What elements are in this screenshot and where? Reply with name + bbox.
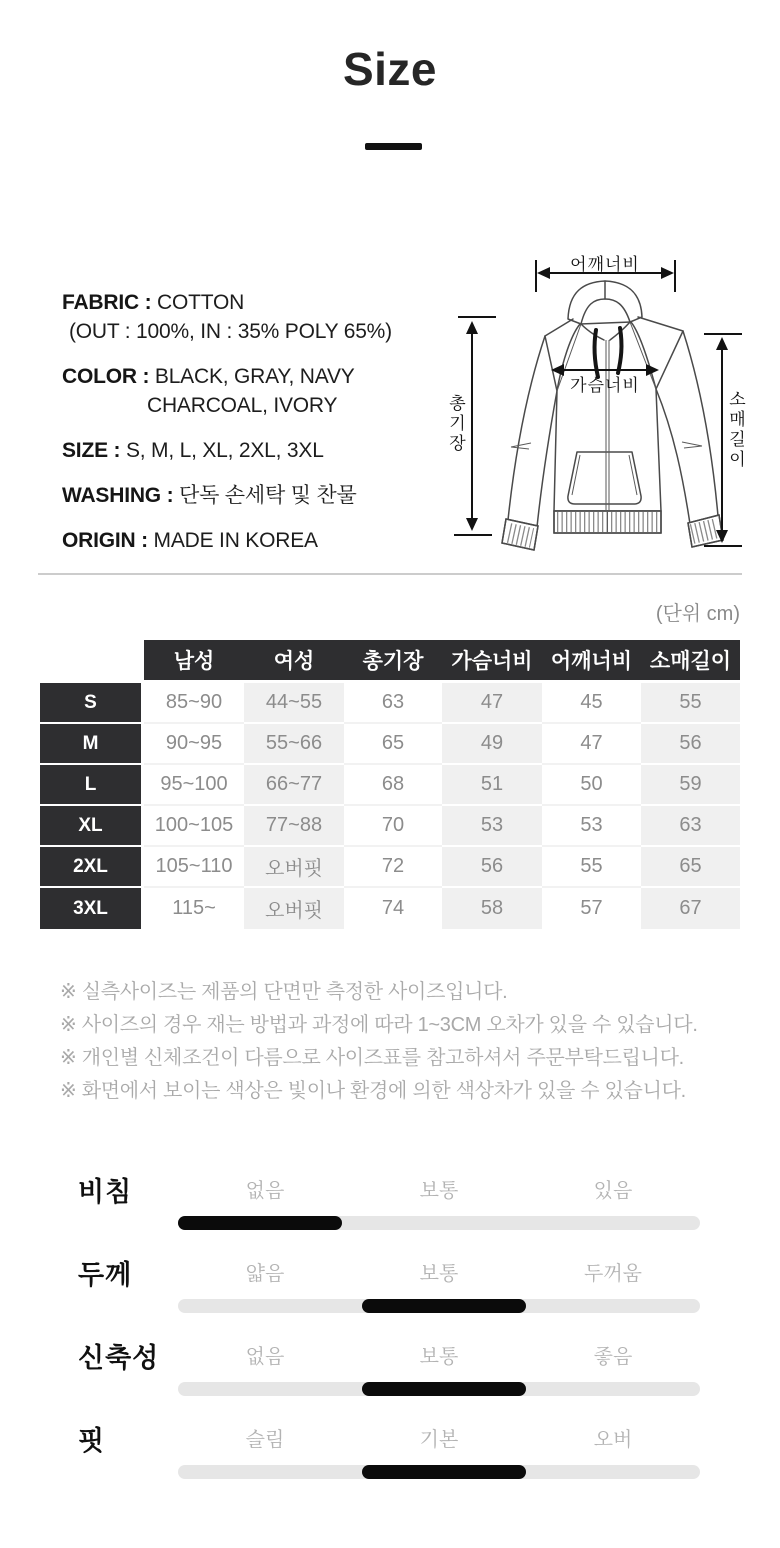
- table-row: [40, 847, 740, 888]
- column-header: 소매길이: [641, 640, 740, 683]
- column-header: 가슴너비: [442, 640, 542, 683]
- title-underline: [365, 143, 422, 150]
- attr-option: 오버: [593, 1429, 633, 1451]
- size-cell: 56: [641, 724, 740, 765]
- column-header: 여성: [244, 640, 344, 683]
- attr-row-fit: [0, 1413, 780, 1496]
- size-notes: [60, 976, 698, 1108]
- attr-option: 보통: [419, 1180, 459, 1202]
- table-row: [40, 724, 740, 765]
- size-cell: 오버핏: [244, 847, 344, 888]
- attr-option: 두꺼움: [584, 1263, 642, 1285]
- section-divider: [38, 573, 742, 575]
- size-cell: 53: [442, 806, 542, 847]
- page-title: Size: [342, 43, 438, 95]
- attr-row-sheerness: [0, 1164, 780, 1247]
- column-header: 어깨너비: [542, 640, 641, 683]
- attr-label: 신축성: [78, 1343, 160, 1373]
- row-size-label: 3XL: [40, 888, 144, 929]
- size-cell: 47: [442, 683, 542, 724]
- size-cell: 65: [344, 724, 442, 765]
- attr-scale-track: [178, 1299, 700, 1313]
- size-cell: 115~: [144, 888, 244, 929]
- column-header: 총기장: [344, 640, 442, 683]
- chest-width-label: 가슴너비: [570, 376, 640, 395]
- spec-fabric: [62, 288, 442, 346]
- size-cell: 55: [641, 683, 740, 724]
- attr-option: 기본: [419, 1429, 459, 1451]
- size-cell: 74: [344, 888, 442, 929]
- size-cell: 70: [344, 806, 442, 847]
- attr-label: 핏: [78, 1426, 106, 1456]
- table-row: [40, 683, 740, 724]
- size-cell: 50: [542, 765, 641, 806]
- size-cell: 53: [542, 806, 641, 847]
- attr-option: 없음: [245, 1180, 285, 1202]
- size-cell: 85~90: [144, 683, 244, 724]
- size-cell: 44~55: [244, 683, 344, 724]
- jacket-pocket: [568, 452, 641, 504]
- size-cell: 56: [442, 847, 542, 888]
- note-line: ※ 화면에서 보이는 색상은 빛이나 환경에 의한 색상차가 있을 수 있습니다.: [60, 1080, 686, 1102]
- size-cell: 63: [344, 683, 442, 724]
- total-length-label: 총기장: [446, 394, 465, 454]
- attr-scale-track: [178, 1382, 700, 1396]
- size-cell: 55~66: [244, 724, 344, 765]
- attr-option: 좋음: [593, 1346, 633, 1368]
- row-size-label: XL: [40, 806, 144, 847]
- garment-diagram: [430, 240, 750, 570]
- row-size-label: 2XL: [40, 847, 144, 888]
- attr-row-stretch: [0, 1330, 780, 1413]
- spec-washing: [62, 481, 442, 510]
- spec-color-label: COLOR :: [62, 365, 155, 388]
- size-cell: 49: [442, 724, 542, 765]
- attr-label: 비침: [78, 1177, 133, 1207]
- spec-color-value: BLACK, GRAY, NAVY: [154, 365, 355, 388]
- size-cell: 59: [641, 765, 740, 806]
- attr-scale-fill: [362, 1382, 526, 1396]
- attr-scale-fill: [362, 1299, 526, 1313]
- spec-color-value2: CHARCOAL, IVORY: [147, 394, 338, 417]
- size-table: [40, 640, 740, 929]
- row-size-label: S: [40, 683, 144, 724]
- sleeve-length-label: 소매길이: [726, 390, 745, 470]
- size-table-header-row: [40, 640, 740, 683]
- size-cell: 72: [344, 847, 442, 888]
- spec-color: [62, 362, 442, 420]
- size-cell: 105~110: [144, 847, 244, 888]
- spec-origin-label: ORIGIN :: [62, 529, 154, 552]
- size-cell: 45: [542, 683, 641, 724]
- spec-fabric-detail: (OUT : 100%, IN : 35% POLY 65%): [69, 320, 392, 343]
- shoulder-width-label: 어깨너비: [570, 255, 640, 274]
- table-row: [40, 765, 740, 806]
- table-row: [40, 806, 740, 847]
- size-cell: 58: [442, 888, 542, 929]
- size-cell: 57: [542, 888, 641, 929]
- size-cell: 67: [641, 888, 740, 929]
- column-header: 남성: [144, 640, 244, 683]
- attr-options: [178, 1174, 700, 1203]
- attr-row-thickness: [0, 1247, 780, 1330]
- attr-option: 보통: [419, 1346, 459, 1368]
- attr-options: [178, 1340, 700, 1369]
- spec-origin-value: MADE IN KOREA: [153, 529, 318, 552]
- attr-option: 있음: [593, 1180, 633, 1202]
- attr-scale-track: [178, 1465, 700, 1479]
- size-cell: 오버핏: [244, 888, 344, 929]
- row-size-label: L: [40, 765, 144, 806]
- attr-scale-fill: [178, 1216, 342, 1230]
- attr-option: 없음: [245, 1346, 285, 1368]
- spec-size-value: S, M, L, XL, 2XL, 3XL: [125, 439, 324, 462]
- spec-washing-value: 단독 손세탁 및 찬물: [179, 484, 357, 507]
- attr-scale-fill: [362, 1465, 526, 1479]
- note-line: ※ 실측사이즈는 제품의 단면만 측정한 사이즈입니다.: [60, 981, 508, 1003]
- spec-origin: [62, 526, 442, 555]
- attr-option: 보통: [419, 1263, 459, 1285]
- attr-option: 슬림: [245, 1429, 285, 1451]
- size-cell: 100~105: [144, 806, 244, 847]
- spec-fabric-value: COTTON: [157, 291, 245, 314]
- unit-note: (단위 cm): [655, 603, 740, 625]
- size-cell: 55: [542, 847, 641, 888]
- table-corner-cell: [40, 640, 144, 683]
- attr-label: 두께: [78, 1260, 133, 1290]
- row-size-label: M: [40, 724, 144, 765]
- spec-size: [62, 436, 442, 465]
- note-line: ※ 사이즈의 경우 재는 방법과 과정에 따라 1~3CM 오차가 있을 수 있습니다.: [60, 1014, 698, 1036]
- size-cell: 51: [442, 765, 542, 806]
- size-cell: 68: [344, 765, 442, 806]
- spec-fabric-label: FABRIC :: [62, 291, 157, 314]
- attr-options: [178, 1423, 700, 1452]
- size-cell: 90~95: [144, 724, 244, 765]
- product-specs: [62, 288, 442, 571]
- attr-option: 얇음: [245, 1263, 285, 1285]
- size-cell: 63: [641, 806, 740, 847]
- attr-options: [178, 1257, 700, 1286]
- attr-scale-track: [178, 1216, 700, 1230]
- size-cell: 66~77: [244, 765, 344, 806]
- spec-washing-label: WASHING :: [62, 484, 179, 507]
- spec-size-label: SIZE :: [62, 439, 126, 462]
- note-line: ※ 개인별 신체조건이 다름으로 사이즈표를 참고하셔서 주문부탁드립니다.: [60, 1047, 684, 1069]
- size-cell: 47: [542, 724, 641, 765]
- size-cell: 65: [641, 847, 740, 888]
- size-cell: 95~100: [144, 765, 244, 806]
- table-row: [40, 888, 740, 929]
- size-cell: 77~88: [244, 806, 344, 847]
